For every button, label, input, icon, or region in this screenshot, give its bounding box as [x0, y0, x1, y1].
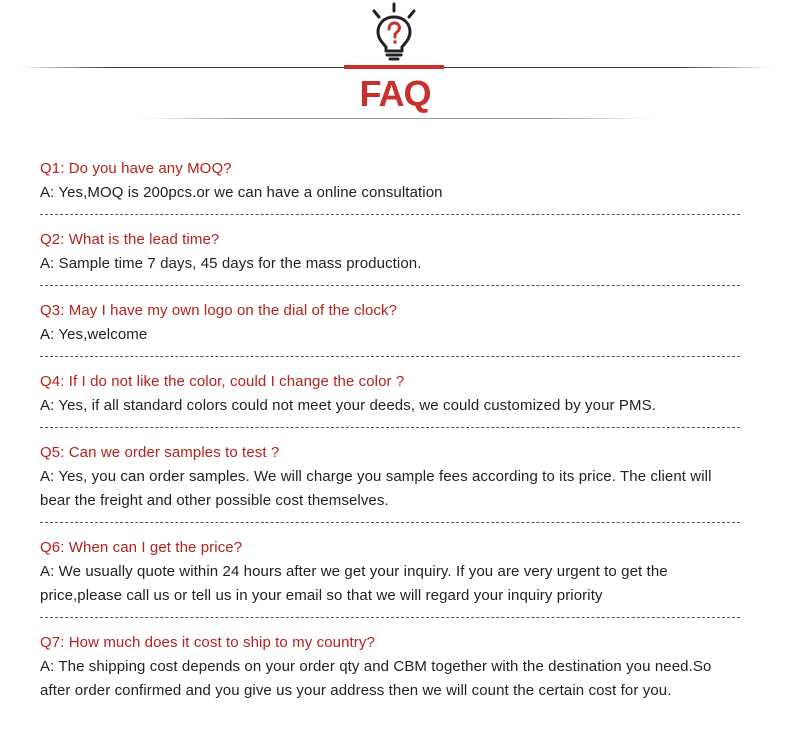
lightbulb-question-icon — [366, 2, 422, 62]
faq-item-3 — [40, 299, 740, 357]
faq-answer: A: Yes, if all standard colors could not meet your deeds, we could customized by your PMS. — [40, 397, 656, 414]
faq-question: Q7: How much does it cost to ship to my country? — [40, 634, 375, 651]
title-underline — [140, 118, 650, 119]
faq-item-2 — [40, 228, 740, 286]
header-accent-bar — [344, 65, 444, 69]
faq-question: Q1: Do you have any MOQ? — [40, 160, 232, 177]
faq-question: Q3: May I have my own logo on the dial of the clock? — [40, 302, 398, 319]
faq-answer: A: Yes,welcome — [40, 326, 148, 343]
faq-question: Q6: When can I get the price? — [40, 539, 243, 556]
faq-answer: A: The shipping cost depends on your order qty and CBM together with the destination you need.So after order confirmed and you give us your address then we will count the certain cost for you. — [40, 658, 712, 699]
faq-question: Q2: What is the lead time? — [40, 231, 220, 248]
faq-answer: A: Yes,MOQ is 200pcs.or we can have a online consultation — [40, 184, 443, 201]
faq-item-5 — [40, 441, 740, 523]
faq-question: Q4: If I do not like the color, could I change the color ? — [40, 373, 405, 390]
faq-item-4 — [40, 370, 740, 428]
faq-answer: A: Yes, you can order samples. We will charge you sample fees according to its price. The client will bear the freight and other possible cost themselves. — [40, 468, 712, 509]
faq-header — [0, 0, 790, 125]
faq-answer: A: Sample time 7 days, 45 days for the mass production. — [40, 255, 422, 272]
faq-answer: A: We usually quote within 24 hours after we get your inquiry. If you are very urgent to get the price,please call us or tell us in your email so that we will regard your inquiry priority — [40, 563, 668, 604]
faq-item-6 — [40, 536, 740, 618]
faq-item-1 — [40, 157, 740, 215]
faq-item-7 — [40, 631, 740, 712]
faq-question: Q5: Can we order samples to test ? — [40, 444, 280, 461]
page-title: FAQ — [359, 73, 431, 114]
faq-list — [40, 157, 740, 712]
